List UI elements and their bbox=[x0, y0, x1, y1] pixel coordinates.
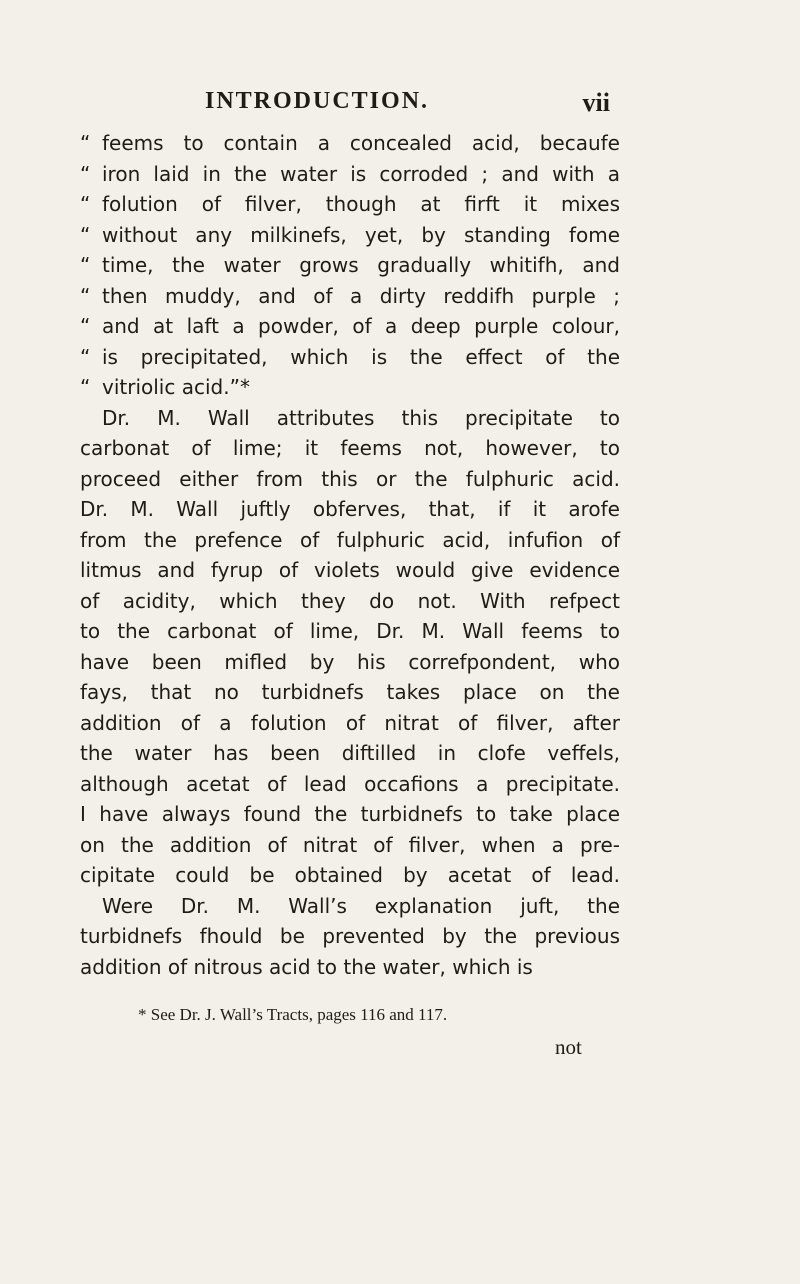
text-line bbox=[80, 342, 620, 373]
text-line-content: addition of a folution of nitrat of filver, after bbox=[80, 710, 620, 735]
text-line-content: without any milkinefs, yet, by standing fome bbox=[102, 222, 620, 247]
text-line-content: Dr. M. Wall juftly obferves, that, if it arofe bbox=[80, 497, 620, 521]
catchword: not bbox=[555, 1035, 582, 1059]
text-line bbox=[80, 830, 620, 861]
text-line-content: carbonat of lime; it feems not, however, to bbox=[80, 436, 620, 460]
text-line bbox=[80, 189, 620, 220]
text-line bbox=[80, 738, 620, 769]
text-line bbox=[80, 647, 620, 678]
text-line-content: is precipitated, which is the effect of the bbox=[102, 344, 620, 369]
text-line-content: although acetat of lead occafions a precipitate. bbox=[80, 771, 620, 796]
text-line bbox=[80, 555, 620, 586]
text-line-content: from the prefence of fulphuric acid, infufion of bbox=[80, 527, 620, 552]
text-line bbox=[80, 769, 620, 800]
text-line-content: have been mifled by his correfpondent, who bbox=[80, 649, 620, 674]
text-line-content: folution of filver, though at firft it mixes bbox=[102, 192, 620, 216]
text-line-content: then muddy, and of a dirty reddifh purple ; bbox=[102, 283, 620, 308]
text-line bbox=[80, 952, 620, 983]
running-title: INTRODUCTION. bbox=[205, 88, 430, 114]
text-line bbox=[80, 220, 620, 251]
text-line bbox=[80, 891, 620, 922]
quotation-mark: “ bbox=[80, 192, 91, 216]
text-line bbox=[80, 494, 620, 525]
text-line-content: Were Dr. M. Wall’s explanation juft, the bbox=[102, 893, 620, 918]
text-line bbox=[80, 525, 620, 556]
text-line bbox=[80, 708, 620, 739]
text-line-content: and at laft a powder, of a deep purple colour, bbox=[102, 314, 620, 338]
quotation-mark: “ bbox=[80, 314, 91, 338]
text-line bbox=[80, 250, 620, 281]
page-number: vii bbox=[582, 88, 610, 117]
text-line-content: to the carbonat of lime, Dr. M. Wall feems to bbox=[80, 619, 620, 643]
quotation-mark: “ bbox=[80, 344, 91, 369]
text-line bbox=[80, 372, 620, 403]
text-line-content: of acidity, which they do not. With refpect bbox=[80, 588, 620, 613]
text-line bbox=[80, 677, 620, 708]
text-line-content: addition of nitrous acid to the water, which is bbox=[80, 954, 533, 979]
text-line bbox=[80, 616, 620, 647]
text-line bbox=[80, 281, 620, 312]
text-line bbox=[80, 159, 620, 190]
quotation-mark: “ bbox=[80, 253, 91, 277]
text-line-content: feems to contain a concealed acid, becaufe bbox=[102, 131, 620, 155]
text-line-content: Dr. M. Wall attributes this precipitate to bbox=[102, 405, 620, 430]
text-line-content: cipitate could be obtained by acetat of lead. bbox=[80, 863, 620, 887]
quotation-mark: “ bbox=[80, 283, 91, 308]
quotation-mark: “ bbox=[80, 161, 91, 186]
text-line-content: on the addition of nitrat of filver, when a pre- bbox=[80, 832, 620, 857]
text-line bbox=[80, 311, 620, 342]
text-line-content: I have always found the turbidnefs to take place bbox=[80, 802, 620, 826]
text-line-content: turbidnefs fhould be prevented by the previous bbox=[80, 924, 620, 948]
text-line bbox=[80, 799, 620, 830]
text-line bbox=[80, 403, 620, 434]
quotation-mark: “ bbox=[80, 131, 91, 155]
quotation-mark: “ bbox=[80, 222, 91, 247]
text-line-content: iron laid in the water is corroded ; and with a bbox=[102, 161, 620, 186]
text-line bbox=[80, 860, 620, 891]
text-line-content: vitriolic acid.”* bbox=[102, 375, 250, 399]
body-text bbox=[80, 128, 620, 982]
quotation-mark: “ bbox=[80, 375, 91, 399]
text-line-content: the water has been diftilled in clofe veffels, bbox=[80, 741, 620, 765]
text-line bbox=[80, 464, 620, 495]
text-line bbox=[80, 433, 620, 464]
text-line-content: fays, that no turbidnefs takes place on the bbox=[80, 680, 620, 704]
text-line bbox=[80, 586, 620, 617]
text-line-content: proceed either from this or the fulphuric acid. bbox=[80, 466, 620, 491]
text-line-content: litmus and fyrup of violets would give evidence bbox=[80, 558, 620, 582]
text-line bbox=[80, 921, 620, 952]
running-header bbox=[205, 88, 610, 124]
text-line bbox=[80, 128, 620, 159]
footnote: * See Dr. J. Wall’s Tracts, pages 116 and 117. bbox=[138, 1005, 448, 1024]
text-line-content: time, the water grows gradually whitifh, and bbox=[102, 253, 620, 277]
